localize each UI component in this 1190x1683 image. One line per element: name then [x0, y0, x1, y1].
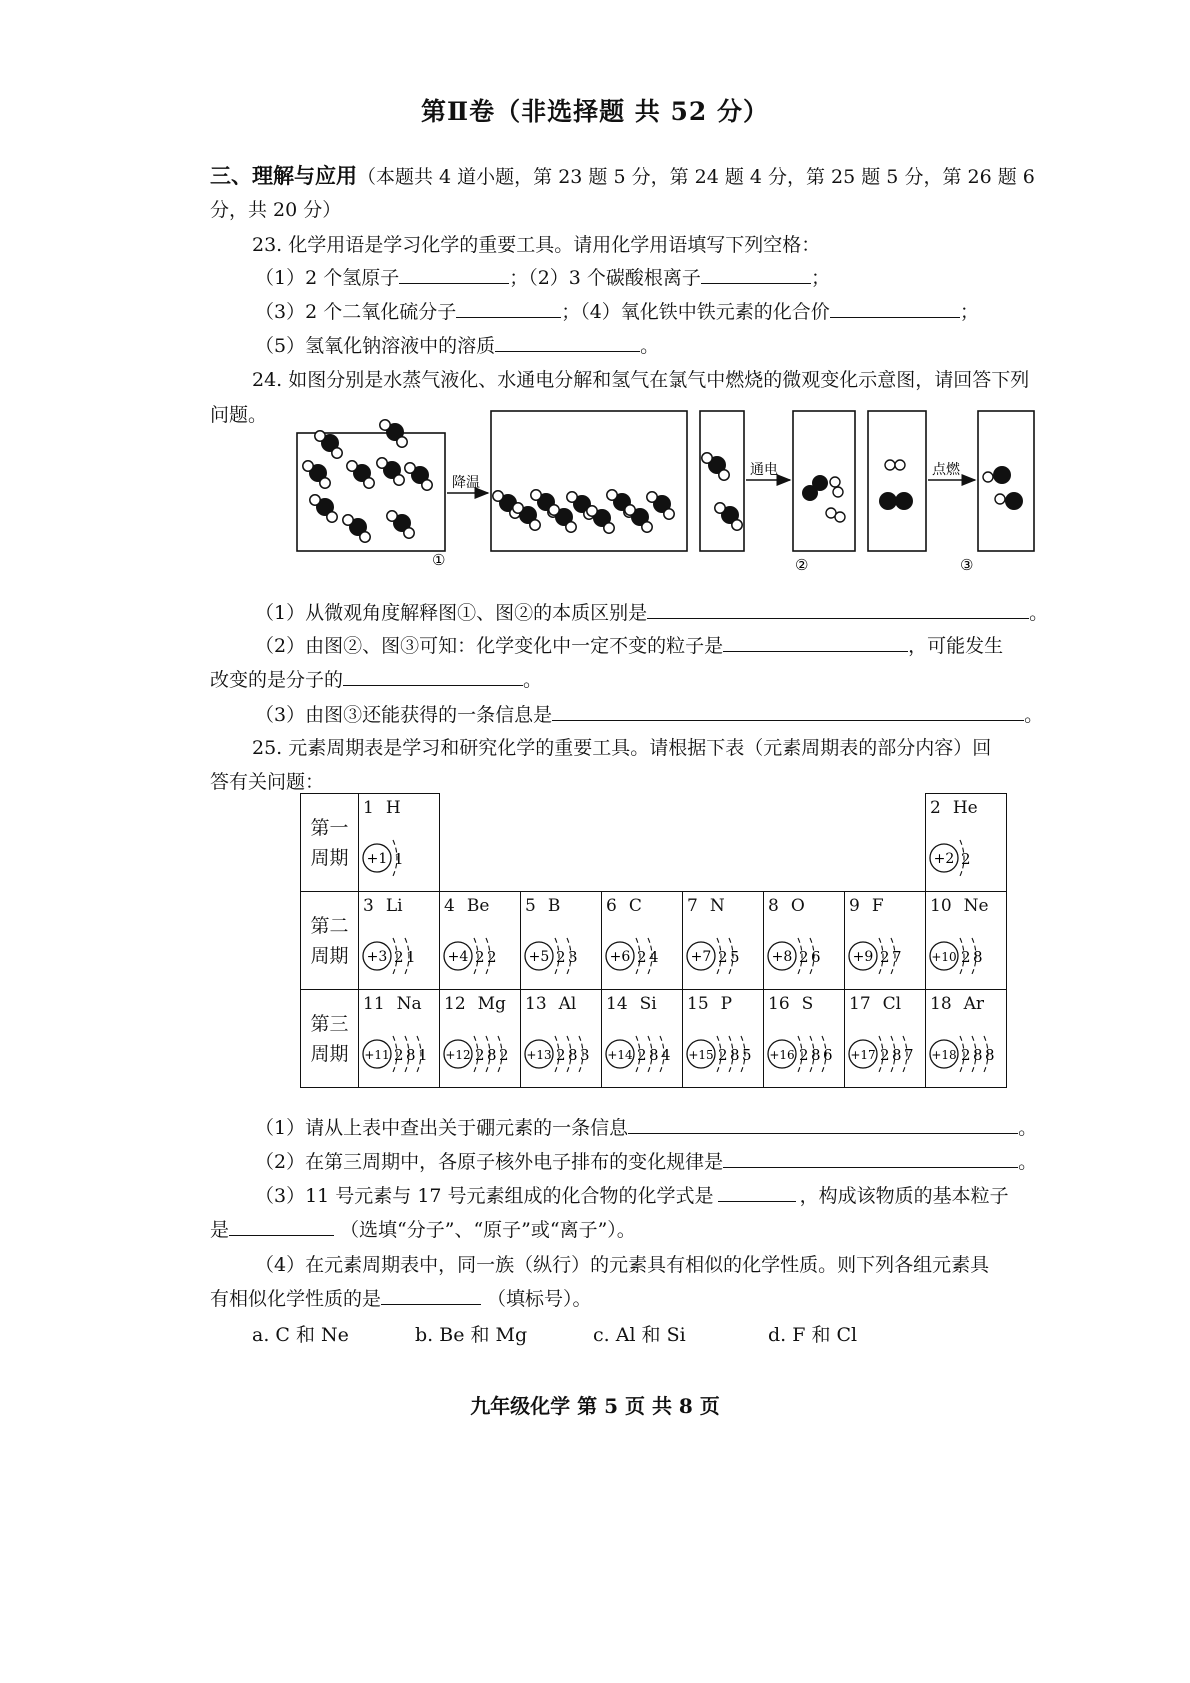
q23-line1 [255, 263, 830, 290]
nuclear-charge: +17 [850, 1048, 876, 1062]
element-header [849, 896, 884, 916]
shell-electron-count: 2 [880, 948, 890, 966]
nuclear-charge: +8 [771, 949, 793, 965]
nuclear-charge: +1 [366, 851, 388, 867]
shell-electron-count: 4 [649, 948, 659, 966]
element-cell [845, 892, 926, 990]
element-symbol: O [790, 896, 805, 916]
q25-sub3 [255, 1181, 1009, 1208]
atomic-structure-diagram [926, 822, 1006, 890]
q24-blank4[interactable] [552, 702, 1024, 721]
q24-blank3[interactable] [343, 667, 523, 686]
shell-electron-count: 7 [904, 1046, 914, 1064]
q25-blank3[interactable] [718, 1183, 796, 1202]
shell-electron-count: 2 [556, 948, 566, 966]
nuclear-charge: +2 [933, 851, 955, 867]
shell-electron-count: 3 [568, 948, 578, 966]
element-symbol: Ar [963, 994, 985, 1014]
shell-electron-count: 2 [637, 1046, 647, 1064]
shell-electron-count: 2 [475, 1046, 485, 1064]
section-note-cont: 分，共 20 分） [210, 199, 342, 221]
shell-electron-count: 8 [406, 1046, 416, 1064]
shell-electron-count: 8 [985, 1046, 995, 1064]
atomic-number: 11 [363, 994, 385, 1014]
shell-electron-count: 8 [811, 1046, 821, 1064]
q25-sub4: （4）在元素周期表中，同一族（纵行）的元素具有相似的化学性质。则下列各组元素具 [255, 1254, 990, 1276]
atomic-structure-diagram [521, 1018, 601, 1086]
element-header [606, 994, 657, 1014]
element-symbol: H [385, 798, 401, 818]
shell-electron-count: 2 [394, 1046, 404, 1064]
element-cell [359, 794, 440, 892]
atomic-structure-diagram [845, 1018, 925, 1086]
shell-electron-count: 2 [961, 1046, 971, 1064]
shell-electron-count: 2 [961, 850, 971, 868]
atomic-number: 4 [444, 896, 455, 916]
element-header [363, 994, 422, 1014]
element-cell [602, 990, 683, 1088]
shell-electron-count: 4 [661, 1046, 671, 1064]
shell-electron-count: 8 [730, 1046, 740, 1064]
element-cell [602, 892, 683, 990]
atomic-number: 15 [687, 994, 709, 1014]
shell-electron-count: 5 [730, 948, 740, 966]
period-label-1: 第一 周期 [301, 794, 359, 892]
q25-sub3-text2: 是 [210, 1219, 230, 1241]
period-label-3: 第三 周期 [301, 990, 359, 1088]
element-header [606, 896, 642, 916]
shell-electron-count: 2 [499, 1046, 509, 1064]
period-label-2: 第二 周期 [301, 892, 359, 990]
q23-semi2: ； [959, 301, 979, 323]
q25-blank1[interactable] [628, 1115, 1018, 1134]
atomic-structure-diagram [602, 920, 682, 988]
atomic-number: 8 [768, 896, 779, 916]
atomic-structure-diagram [440, 920, 520, 988]
q25-sub3-text: （3）11 号元素与 17 号元素组成的化合物的化学式是 [255, 1185, 714, 1207]
shell-electron-count: 2 [961, 948, 971, 966]
q24-sub1 [255, 598, 1048, 625]
nuclear-charge: +7 [690, 949, 712, 965]
element-symbol: P [720, 994, 733, 1014]
element-cell [926, 794, 1007, 892]
section-heading-line [210, 160, 1035, 190]
element-symbol: Si [639, 994, 657, 1014]
shell-electron-count: 8 [487, 1046, 497, 1064]
element-cell [764, 892, 845, 990]
q25-sub4-note: （填标号）。 [487, 1288, 592, 1310]
q23-blank1[interactable] [399, 265, 509, 284]
q24-stem: 24. 如图分别是水蒸气液化、水通电分解和氢气在氯气中燃烧的微观变化示意图，请回答下列 [252, 369, 1030, 391]
page-title: 第Ⅱ卷（非选择题 共 52 分） [421, 97, 769, 126]
atomic-number: 13 [525, 994, 547, 1014]
shell-electron-count: 5 [742, 1046, 752, 1064]
atomic-number: 14 [606, 994, 628, 1014]
q25-sub4-text: 有相似化学性质的是 [210, 1288, 382, 1310]
shell-electron-count: 8 [973, 948, 983, 966]
q24-dot3: 。 [1024, 704, 1044, 726]
atomic-structure-diagram [764, 1018, 844, 1086]
element-cell [926, 990, 1007, 1088]
element-symbol: Na [396, 994, 422, 1014]
atomic-structure-diagram [845, 920, 925, 988]
element-header [525, 994, 576, 1014]
arrow3-label: 点燃 [932, 462, 960, 478]
element-symbol: Cl [882, 994, 902, 1014]
vapor-box [297, 433, 445, 551]
q25-option-a[interactable]: a. C 和 Ne [252, 1324, 349, 1346]
q25-blank2[interactable] [723, 1149, 1018, 1168]
q25-option-d[interactable]: d. F 和 Cl [768, 1324, 858, 1346]
q23-part3: （3）2 个二氧化硫分子 [255, 301, 457, 323]
element-cell [440, 892, 521, 990]
shell-electron-count: 2 [394, 948, 404, 966]
periodic-table [300, 793, 1007, 1088]
q24-stem-cont: 问题。 [210, 404, 268, 426]
element-symbol: C [628, 896, 642, 916]
element-header [525, 896, 560, 916]
nuclear-charge: +5 [528, 949, 550, 965]
q23-stem: 23. 化学用语是学习化学的重要工具。请用化学用语填写下列空格： [252, 234, 821, 256]
figure-label-1: ① [432, 551, 446, 569]
q23-line3 [255, 331, 659, 358]
atomic-structure-diagram [764, 920, 844, 988]
q23-blank3[interactable] [456, 299, 561, 318]
shell-electron-count: 1 [406, 948, 416, 966]
element-header [444, 994, 506, 1014]
atomic-number: 17 [849, 994, 871, 1014]
atomic-structure-diagram [926, 1018, 1006, 1086]
atomic-structure-diagram [521, 920, 601, 988]
q23-blank2[interactable] [701, 265, 811, 284]
q23-part5: （5）氢氧化钠溶液中的溶质 [255, 335, 496, 357]
nuclear-charge: +3 [366, 949, 388, 965]
shell-electron-count: 6 [823, 1046, 833, 1064]
q25-dot1: 。 [1018, 1117, 1038, 1139]
atomic-structure-diagram [683, 920, 763, 988]
figure-label-3: ③ [960, 556, 974, 574]
nuclear-charge: +12 [445, 1048, 471, 1062]
q23-blank5[interactable] [495, 333, 640, 352]
q23-semi1: ； [810, 267, 830, 289]
shell-electron-count: 8 [649, 1046, 659, 1064]
shell-electron-count: 8 [892, 1046, 902, 1064]
gas-box [868, 411, 926, 551]
element-symbol: N [709, 896, 725, 916]
element-cell [359, 892, 440, 990]
q25-sub4-line2 [210, 1284, 592, 1311]
q24-sub1-text: （1）从微观角度解释图①、图②的本质区别是 [255, 602, 648, 624]
shell-electron-count: 2 [718, 948, 728, 966]
element-symbol: Be [466, 896, 490, 916]
atomic-number: 16 [768, 994, 790, 1014]
element-header [849, 994, 901, 1014]
figure-label-2: ② [795, 556, 809, 574]
element-symbol: Al [558, 994, 577, 1014]
shell-electron-count: 2 [475, 948, 485, 966]
element-symbol: Ne [963, 896, 989, 916]
element-symbol: Mg [477, 994, 506, 1014]
shell-electron-count: 7 [892, 948, 902, 966]
element-header [363, 896, 403, 916]
atomic-number: 9 [849, 896, 860, 916]
atomic-number: 12 [444, 994, 466, 1014]
nuclear-charge: +15 [688, 1048, 714, 1062]
q23-blank4[interactable] [830, 299, 960, 318]
q23-part1: （1）2 个氢原子 [255, 267, 400, 289]
q25-sub3-cont: ，构成该物质的基本粒子 [799, 1185, 1009, 1207]
shell-electron-count: 2 [556, 1046, 566, 1064]
q24-sub2-text2: 改变的是分子的 [210, 669, 344, 691]
element-header [930, 896, 989, 916]
shell-electron-count: 2 [637, 948, 647, 966]
nuclear-charge: +11 [364, 1048, 390, 1062]
q25-sub2 [255, 1147, 1037, 1174]
q25-sub1 [255, 1113, 1037, 1140]
element-symbol: Li [385, 896, 403, 916]
nuclear-charge: +9 [852, 949, 874, 965]
shell-electron-count: 1 [418, 1046, 428, 1064]
shell-electron-count: 2 [718, 1046, 728, 1064]
element-header [768, 896, 805, 916]
q24-sub3 [255, 700, 1043, 727]
nuclear-charge: +10 [931, 950, 957, 964]
q24-blank1[interactable] [647, 600, 1029, 619]
q25-sub3-line2 [210, 1215, 636, 1242]
element-cell [521, 892, 602, 990]
atomic-structure-diagram [683, 1018, 763, 1086]
atomic-number: 18 [930, 994, 952, 1014]
element-symbol: F [871, 896, 884, 916]
q25-dot2: 。 [1018, 1151, 1038, 1173]
atomic-number: 2 [930, 798, 941, 818]
q23-line2 [255, 297, 979, 324]
element-symbol: B [547, 896, 561, 916]
shell-electron-count: 2 [799, 1046, 809, 1064]
q24-dot1: 。 [1029, 602, 1049, 624]
element-header [930, 798, 978, 818]
atomic-number: 7 [687, 896, 698, 916]
section-heading: 三、理解与应用 [210, 163, 357, 188]
shell-electron-count: 3 [580, 1046, 590, 1064]
element-cell [683, 990, 764, 1088]
arrow1-label: 降温 [452, 475, 480, 491]
q25-sub1-text: （1）请从上表中查出关于硼元素的一条信息 [255, 1117, 629, 1139]
shell-electron-count: 8 [568, 1046, 578, 1064]
atomic-number: 3 [363, 896, 374, 916]
element-cell [845, 990, 926, 1088]
page-footer: 九年级化学 第 5 页 共 8 页 [470, 1394, 720, 1418]
element-header [363, 798, 401, 818]
q24-sub2-cont: ，可能发生 [908, 635, 1004, 657]
q25-sub3-note: （选填“分子”、“原子”或“离子”）。 [340, 1219, 636, 1241]
liquid-box [491, 411, 687, 551]
arrow2-label: 通电 [750, 462, 778, 478]
micro-change-figure [290, 405, 1070, 580]
atomic-number: 10 [930, 896, 952, 916]
nuclear-charge: +6 [609, 949, 631, 965]
element-cell [683, 892, 764, 990]
atomic-structure-diagram [440, 1018, 520, 1086]
element-cell [926, 892, 1007, 990]
q24-sub2 [255, 631, 1003, 658]
q25-stem-cont: 答有关问题： [210, 771, 325, 793]
q25-stem: 25. 元素周期表是学习和研究化学的重要工具。请根据下表（元素周期表的部分内容）回 [252, 737, 992, 759]
element-symbol: He [952, 798, 978, 818]
q24-blank2[interactable] [723, 633, 908, 652]
shell-electron-count: 1 [394, 850, 404, 868]
q23-part2: ；（2）3 个碳酸根离子 [509, 267, 701, 289]
q23-dot: 。 [640, 335, 660, 357]
element-cell [521, 990, 602, 1088]
q25-blank5[interactable] [381, 1286, 481, 1305]
q25-option-c[interactable]: c. Al 和 Si [593, 1324, 686, 1346]
element-cell [359, 990, 440, 1088]
shell-electron-count: 2 [799, 948, 809, 966]
q25-blank4[interactable] [229, 1217, 334, 1236]
atomic-number: 5 [525, 896, 536, 916]
shell-electron-count: 8 [973, 1046, 983, 1064]
element-header [930, 994, 984, 1014]
atomic-number: 1 [363, 798, 374, 818]
nuclear-charge: +14 [607, 1048, 633, 1062]
nuclear-charge: +4 [447, 949, 469, 965]
q24-sub2-line2 [210, 665, 542, 692]
shell-electron-count: 6 [811, 948, 821, 966]
atomic-structure-diagram [359, 920, 439, 988]
q23-part4: ；（4）氧化铁中铁元素的化合价 [561, 301, 830, 323]
element-header [444, 896, 489, 916]
q24-dot2: 。 [523, 669, 543, 691]
nuclear-charge: +13 [526, 1048, 552, 1062]
element-header [687, 994, 732, 1014]
q24-sub2-text: （2）由图②、图③可知：化学变化中一定不变的粒子是 [255, 635, 724, 657]
q24-sub3-text: （3）由图③还能获得的一条信息是 [255, 704, 553, 726]
element-header [768, 994, 813, 1014]
atomic-structure-diagram [926, 920, 1006, 988]
q25-sub2-text: （2）在第三周期中，各原子核外电子排布的变化规律是 [255, 1151, 724, 1173]
element-cell [764, 990, 845, 1088]
section-note: （本题共 4 道小题，第 23 题 5 分，第 24 题 4 分，第 25 题 5 分，第 26 题 6 [357, 166, 1035, 188]
atomic-number: 6 [606, 896, 617, 916]
nuclear-charge: +18 [931, 1048, 957, 1062]
atomic-structure-diagram [359, 1018, 439, 1086]
atomic-structure-diagram [359, 822, 439, 890]
shell-electron-count: 2 [487, 948, 497, 966]
atomic-structure-diagram [602, 1018, 682, 1086]
element-cell [440, 990, 521, 1088]
element-symbol: S [801, 994, 814, 1014]
element-header [687, 896, 725, 916]
shell-electron-count: 2 [880, 1046, 890, 1064]
nuclear-charge: +16 [769, 1048, 795, 1062]
q25-option-b[interactable]: b. Be 和 Mg [415, 1324, 528, 1346]
